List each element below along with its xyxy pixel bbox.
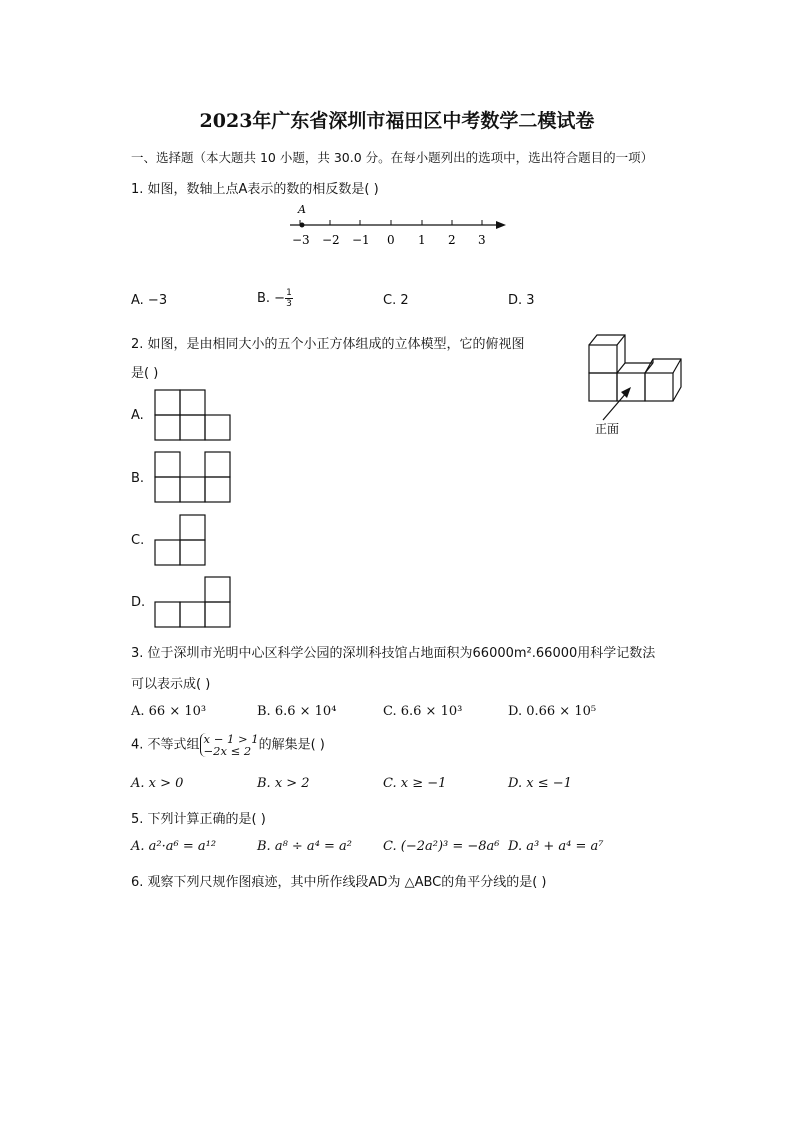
q4-option-d: D. x ≤ −1 bbox=[508, 776, 572, 791]
q1-option-c: C. 2 bbox=[383, 293, 409, 308]
q2-option-b-label: B. bbox=[131, 471, 145, 486]
tick-label: 0 bbox=[387, 233, 395, 247]
section-heading: 一、选择题（本大题共 10 小题，共 30.0 分。在每小题列出的选项中，选出符合题目的一项） bbox=[131, 150, 654, 165]
q1-option-b: B. − $\frac{1}{3}$ bbox=[257, 288, 292, 309]
question-3-stem-line2: 可以表示成( ) bbox=[131, 677, 211, 692]
q3-option-c: C. 6.6 × 10³ bbox=[383, 704, 463, 719]
number-line-ticks bbox=[300, 220, 482, 225]
tick-label: −3 bbox=[292, 233, 310, 247]
number-line-figure bbox=[280, 198, 520, 250]
question-3-stem-line1: 3. 位于深圳市光明中心区科学公园的深圳科技馆占地面积为66000m².66000用科学记数法 bbox=[131, 646, 656, 661]
q1-option-d: D. 3 bbox=[508, 293, 535, 308]
q2-option-d-grid bbox=[154, 576, 234, 628]
q3-option-d: D. 0.66 × 10⁵ bbox=[508, 704, 597, 719]
q2-option-c-label: C. bbox=[131, 533, 145, 548]
question-2-stem-line1: 2. 如图，是由相同大小的五个小正方体组成的立体模型，它的俯视图 bbox=[131, 337, 525, 352]
q5-option-d: D. a³ + a⁴ = a⁷ bbox=[508, 839, 604, 854]
question-1-stem: 1. 如图，数轴上点A表示的数的相反数是( ) bbox=[131, 182, 379, 197]
view-arrow-line bbox=[603, 392, 627, 420]
tick-label: −1 bbox=[352, 233, 370, 247]
q3-option-b: B. 6.6 × 10⁴ bbox=[257, 704, 337, 719]
tick-label: 2 bbox=[448, 233, 456, 247]
question-4-stem bbox=[131, 733, 325, 757]
q4-option-a: A. x > 0 bbox=[131, 776, 184, 791]
number-line-arrow bbox=[496, 221, 506, 229]
q4-option-b: B. x > 2 bbox=[257, 776, 310, 791]
tick-label: −2 bbox=[322, 233, 340, 247]
q2-option-b-grid bbox=[154, 451, 234, 503]
q4-suffix: 的解集是( ) bbox=[258, 737, 325, 753]
point-a-dot bbox=[300, 223, 305, 228]
question-5-stem: 5. 下列计算正确的是( ) bbox=[131, 812, 266, 827]
point-a-label: A bbox=[298, 203, 306, 216]
question-2-stem-line2: 是( ) bbox=[131, 366, 159, 381]
q1-option-a: A. −3 bbox=[131, 293, 168, 308]
q2-option-a-label: A. bbox=[131, 408, 144, 423]
q2-option-c-grid bbox=[154, 514, 210, 566]
q5-option-c: C. (−2a²)³ = −8a⁶ bbox=[383, 839, 500, 854]
q4-prefix: 4. 不等式组 bbox=[131, 737, 200, 753]
question-6-stem: 6. 观察下列尺规作图痕迹，其中所作线段AD为 △ABC的角平分线的是( ) bbox=[131, 875, 547, 890]
q4-option-c: C. x ≥ −1 bbox=[383, 776, 447, 791]
q3-option-a: A. 66 × 10³ bbox=[131, 704, 207, 719]
page-title: 2023年广东省深圳市福田区中考数学二模试卷 bbox=[199, 110, 595, 132]
tick-label: 3 bbox=[478, 233, 486, 247]
front-label: 正面 bbox=[595, 422, 620, 436]
cube-model-figure bbox=[585, 330, 695, 440]
q2-option-a-grid bbox=[154, 389, 234, 441]
inequality-system: x − 1 > 1 −2x ≤ 2 bbox=[200, 733, 259, 757]
q5-option-a: A. a²·a⁶ = a¹² bbox=[131, 839, 217, 854]
tick-label: 1 bbox=[418, 233, 426, 247]
q2-option-d-label: D. bbox=[131, 595, 146, 610]
q5-option-b: B. a⁸ ÷ a⁴ = a² bbox=[257, 839, 353, 854]
